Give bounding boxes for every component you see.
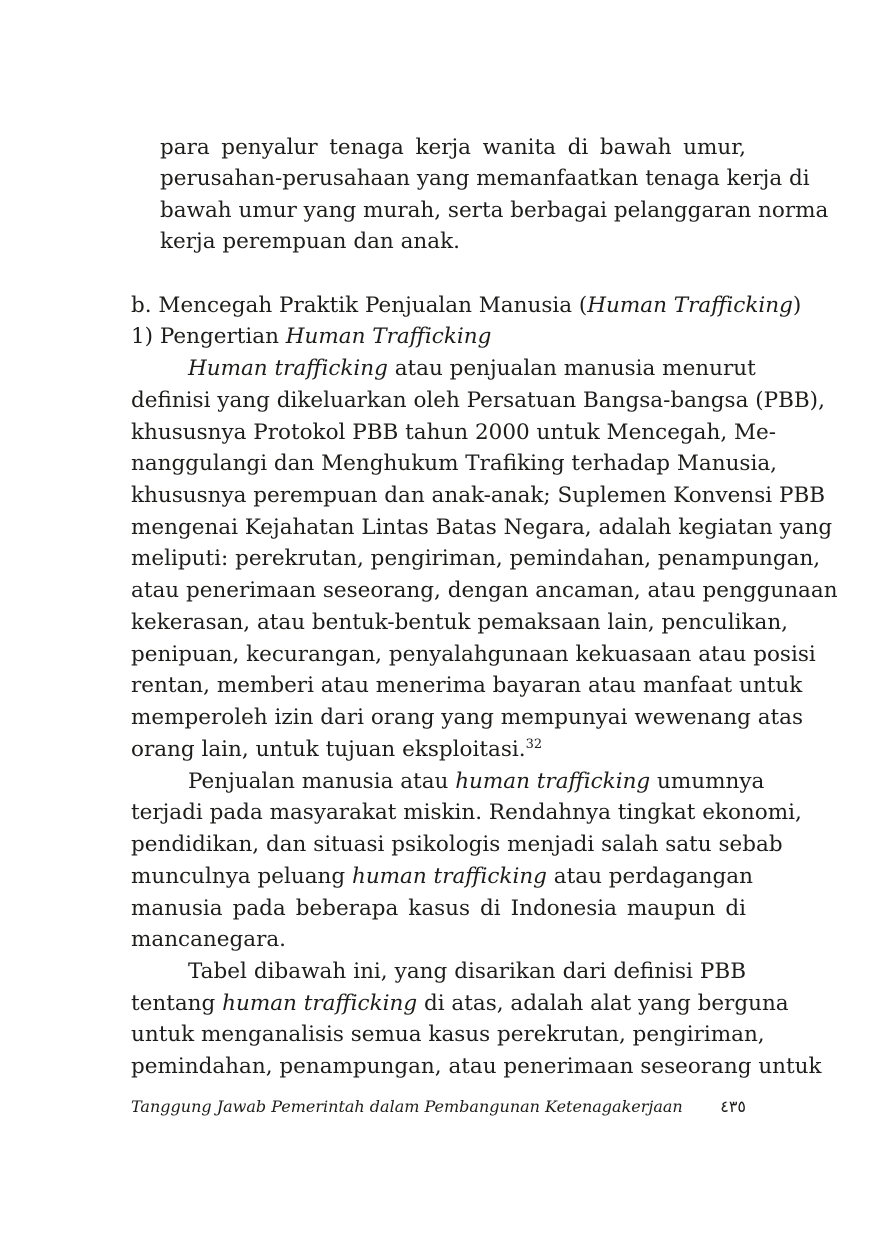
text-line [131,988,789,1020]
text-line: khususnya perempuan dan anak-anak; Suplemen Konvensi PBB [131,483,826,508]
text-line: manusia pada beberapa kasus di Indonesia maupun di [131,896,746,921]
text-line: definisi yang dikeluarkan oleh Persatuan Bangsa-bangsa (PBB), [131,388,825,413]
running-footer-title: Tanggung Jawab Pemerintah dalam Pembangunan Ketenagakerjaan [131,1097,683,1116]
text-span: tentang [131,991,223,1016]
text-span: Penjualan manusia atau [188,769,456,794]
page-number: ٤٣٥ [720,1097,746,1116]
italic-term: human trafficking [455,769,651,794]
text-line: memperoleh izin dari orang yang mempunyai wewenang atas [131,705,804,730]
text-line: rentan, memberi atau menerima bayaran atau manfaat untuk [131,673,803,698]
italic-term: human trafficking [351,864,547,889]
text-line: pemindahan, penampungan, atau penerimaan seseorang untuk [131,1054,822,1079]
text-span: atau penjualan manusia menurut [387,356,756,381]
text-line [188,766,765,798]
italic-term: human trafficking [222,991,418,1016]
text-span: di atas, adalah alat yang berguna [417,991,789,1016]
text-line: perusahan-perusahaan yang memanfaatkan tenaga kerja di [160,166,810,191]
footnote-marker[interactable]: 32 [525,736,543,752]
text-line: untuk menganalisis semua kasus perekrutan, pengiriman, [131,1022,765,1047]
text-span: umumnya [650,769,765,794]
text-line: terjadi pada masyarakat miskin. Rendahnya tingkat ekonomi, [131,800,802,825]
text-line: mengenai Kejahatan Lintas Batas Negara, adalah kegiatan yang [131,515,833,540]
heading-italic: Human Trafficking [285,324,492,349]
text-line: kekerasan, atau bentuk-bentuk pemaksaan lain, penculikan, [131,610,788,635]
text-line [188,353,756,385]
heading-text: 1) Pengertian [131,324,286,349]
heading-text: b. Mencegah Praktik Penjualan Manusia ( [131,293,588,318]
section-heading [131,290,801,322]
italic-term: Human trafficking [188,356,388,381]
text-line: meliputi: perekrutan, pengiriman, pemindahan, penampungan, [131,546,821,571]
text-line: pendidikan, dan situasi psikologis menjadi salah satu sebab [131,832,783,857]
text-line: bawah umur yang murah, serta berbagai pelanggaran norma [160,198,829,223]
text-span: orang lain, untuk tujuan eksploitasi. [131,737,526,762]
text-line: khususnya Protokol PBB tahun 2000 untuk Mencegah, Me- [131,420,777,445]
heading-text: ) [792,293,802,318]
text-span: munculnya peluang [131,864,352,889]
text-line: nanggulangi dan Menghukum Trafiking terhadap Manusia, [131,451,777,476]
text-line [131,861,753,893]
text-line [131,734,542,766]
subsection-heading [131,321,491,353]
text-line: Tabel dibawah ini, yang disarikan dari definisi PBB [188,959,746,984]
text-line: penipuan, kecurangan, penyalahgunaan kekuasaan atau posisi [131,642,816,667]
text-line: atau penerimaan seseorang, dengan ancaman, atau penggunaan [131,578,838,603]
text-span: atau perdagangan [546,864,753,889]
text-line: mancanegara. [131,927,286,952]
text-line: para penyalur tenaga kerja wanita di bawah umur, [160,135,746,160]
text-line: kerja perempuan dan anak. [160,229,460,254]
heading-italic: Human Trafficking [587,293,793,318]
